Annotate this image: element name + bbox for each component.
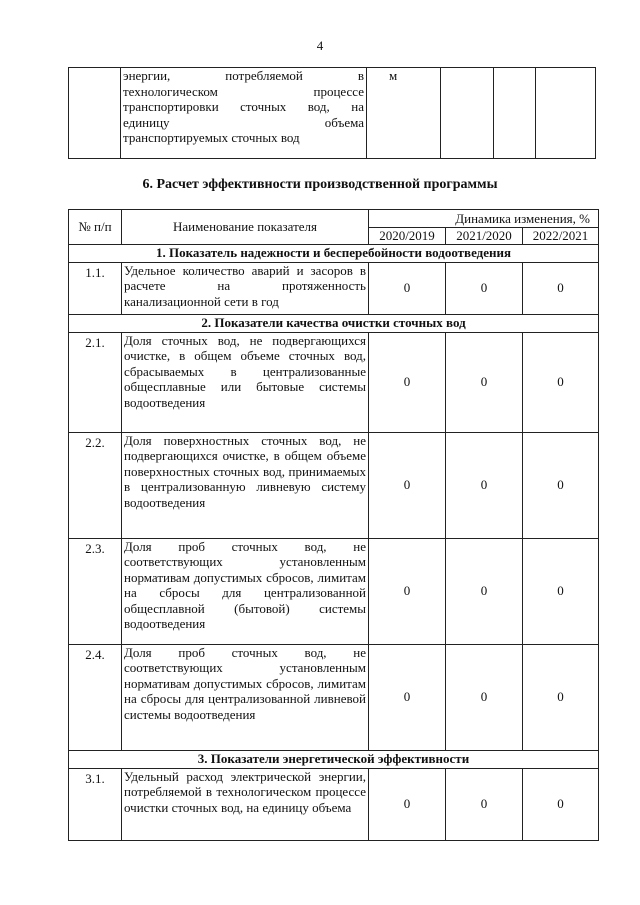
row-value: 0 [369,332,446,432]
header-year: 2020/2019 [369,228,446,245]
row-name: Удельное количество аварий и засоров в расчете на протяженность канализационной сети в год [122,262,369,314]
row-value: 0 [523,432,599,538]
header-num: № п/п [69,210,122,245]
row-value: 0 [523,538,599,644]
header-dynamics: Динамика изменения, % [369,210,599,228]
row-value: 0 [369,644,446,750]
header-name: Наименование показателя [122,210,369,245]
row-value: 0 [369,768,446,840]
header-year: 2022/2021 [523,228,599,245]
header-year: 2021/2020 [446,228,523,245]
page-number: 4 [316,38,324,53]
section-title: 6. Расчет эффективности производственной программы [142,177,498,192]
row-number: 3.1. [69,768,122,840]
row-number: 2.1. [69,332,122,432]
empty-cell [536,68,596,159]
row-value: 0 [523,332,599,432]
row-number: 2.4. [69,644,122,750]
row-value: 0 [523,768,599,840]
group-title: 3. Показатели энергетической эффективности [69,750,599,768]
continuation-line: технологическом процессе [123,83,364,99]
continuation-line: транспортировки сточных вод, на [123,99,364,114]
row-value: 0 [523,644,599,750]
row-name: Доля поверхностных сточных вод, не подвергающихся очистке, в общем объеме поверхностных сточных вод, принимаемых в централизованную ливневую систему водоотведения [122,432,369,538]
group-title: 2. Показатели качества очистки сточных вод [69,314,599,332]
row-value: 0 [369,262,446,314]
continuation-table [68,67,596,159]
continuation-num-cell [69,68,121,159]
continuation-line: единицу объема [123,114,364,130]
row-value: 0 [446,768,523,840]
row-value: 0 [446,538,523,644]
group-title: 1. Показатель надежности и бесперебойности водоотведения [69,244,599,262]
row-name: Доля проб сточных вод, не соответствующих установленным нормативам допустимых сбросов, лимитам на сбросы для централизованной общесплавной (бытовой) системы водоотведения [122,538,369,644]
row-value: 0 [369,432,446,538]
row-value: 0 [523,262,599,314]
continuation-name-cell [121,68,367,159]
row-value: 0 [446,432,523,538]
efficiency-table [68,209,599,841]
empty-cell [494,68,536,159]
row-number: 1.1. [69,262,122,314]
row-value: 0 [446,262,523,314]
row-number: 2.2. [69,432,122,538]
row-value: 0 [446,332,523,432]
row-name: Удельный расход электрической энергии, потребляемой в технологическом процессе очистки сточных вод, на единицу объема [122,768,369,840]
unit-cell: м [367,68,441,159]
empty-cell [441,68,494,159]
continuation-line: транспортируемых сточных вод [123,130,300,145]
continuation-line: энергии, потребляемой в [123,68,364,83]
row-name: Доля проб сточных вод, не соответствующих установленным нормативам допустимых сбросов, лимитам на сбросы для централизованной ливневой системы водоотведения [122,644,369,750]
row-value: 0 [369,538,446,644]
row-value: 0 [446,644,523,750]
row-name: Доля сточных вод, не подвергающихся очистке, в общем объеме сточных вод, сбрасываемых в централизованные общесплавные или бытовые системы водоотведения [122,332,369,432]
row-number: 2.3. [69,538,122,644]
